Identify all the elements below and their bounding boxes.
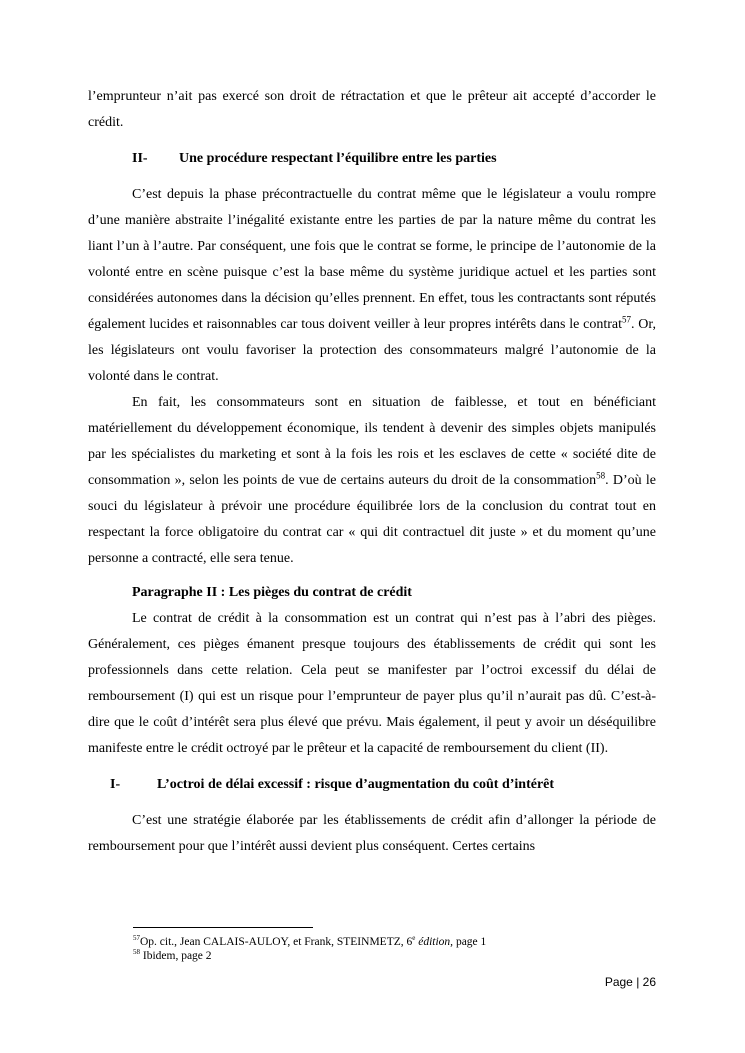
footnote-text: page 1 [453, 936, 487, 948]
paragraph: Le contrat de crédit à la consommation est un contrat qui n’est pas à l’abri des pièges. Généralement, ces pièges émanent presque toujours des établissements de crédit qui sont les professionnels dans cette relation. Cela peut se manifester par l’octroi excessif du délai de remboursement (I) qui est un risque pour l’emprunteur de payer plus qu’il n’aurait pas dû. C’est-à-dire que le coût d’intérêt sera plus élevé que prévu. Mais également, il peut y avoir un déséquilibre manifeste entre le crédit octroyé par le prêteur et la capacité de remboursement du client (II). [88, 611, 656, 756]
section-heading-ii [88, 146, 656, 172]
footnote-italic: édition, [415, 936, 454, 948]
section-title: L’octroi de délai excessif : risque d’augmentation du coût d’intérêt [157, 777, 555, 792]
footnote-separator [133, 927, 313, 928]
footnote-57 [133, 935, 653, 949]
page-body [88, 84, 656, 860]
footnote-text: Op. cit., Jean CALAIS-AULOY, et Frank, STEINMETZ, 6 [140, 936, 413, 948]
footnote-text: Ibidem, page 2 [140, 950, 212, 962]
section-number: II- [132, 151, 148, 166]
footnote-58 [133, 949, 653, 963]
paragraph-text: . D’où le souci du législateur à prévoir une procédure équilibrée lors de la conclusion du contrat tout en respectant la force obligatoire du contrat car « qui dit contractuel dit juste » et du moment qu’une personne a contracté, elle sera tenue. [88, 473, 656, 566]
footnote-number: 57 [133, 934, 140, 943]
section-title: Une procédure respectant l’équilibre entre les parties [179, 151, 497, 166]
paragraph: C’est une stratégie élaborée par les établissements de crédit afin d’allonger la période de remboursement pour que l’intérêt aussi devient plus conséquent. Certes certains [88, 813, 656, 854]
page-number: Page | 26 [604, 975, 656, 989]
section-heading-i [88, 772, 656, 798]
paragraph [88, 182, 656, 390]
footnote-ref: 57 [622, 314, 632, 325]
superscript: e [412, 934, 416, 943]
footnote-ref: 58 [596, 470, 606, 481]
paragraphe-heading [88, 580, 656, 606]
footnote-number: 58 [133, 948, 140, 957]
paragraph-text: C’est depuis la phase précontractuelle du contrat même que le législateur a voulu rompre d’une manière abstraite l’inégalité existante entre les parties de par la nature même du contrat les liant l’un à l’autre. Par conséquent, une fois que le contrat se forme, le principe de l’autonomie de la volonté entre en scène puisque c’est la base même du système juridique actuel et les parties sont considérées autonomes dans la décision qu’elles prennent. En effet, tous les contractants sont réputés également lucides et raisonnables car tous doivent veiller à leur propres intérêts dans le contrat [88, 187, 656, 332]
footnotes [133, 927, 653, 963]
paragraph-continued: l’emprunteur n’ait pas exercé son droit de rétractation et que le prêteur ait accepté d’accorder le crédit. [88, 89, 656, 130]
paragraphe-title: Paragraphe II : Les pièges du contrat de crédit [132, 585, 412, 600]
paragraph-text: . Or, les législateurs ont voulu favoriser la protection des consommateurs malgré l’autonomie de la volonté dans le contrat. [88, 317, 656, 384]
paragraph-text: En fait, les consommateurs sont en situation de faiblesse, et tout en bénéficiant matériellement du développement économique, ils tendent à devenir des simples objets manipulés par les spécialistes du marketing et sont à la fois les rois et les esclaves de cette « société dite de consommation », selon les points de vue de certains auteurs du droit de la consommation [88, 395, 656, 488]
paragraph [88, 390, 656, 572]
section-number: I- [110, 777, 121, 792]
